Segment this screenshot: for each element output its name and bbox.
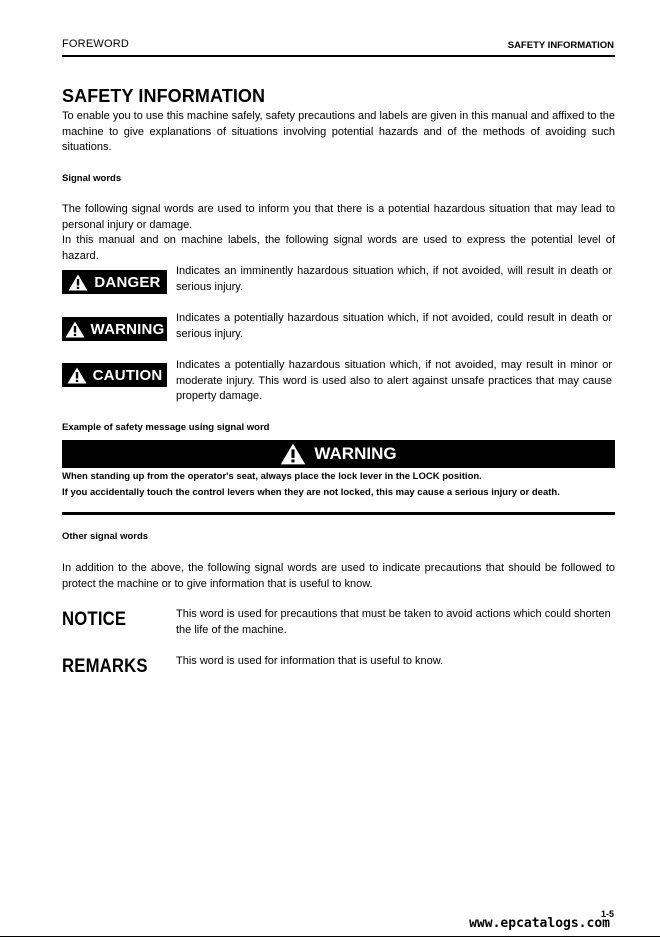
page-bottom-edge (0, 936, 660, 937)
warning-triangle-icon (65, 321, 85, 338)
warning-triangle-icon (68, 274, 88, 291)
other-signal-words-paragraph: In addition to the above, the following signal words are used to indicate precautions that should be followed to protect the machine or to give information that is useful to know. (62, 562, 615, 590)
watermark-url: www.epcatalogs.com (469, 916, 610, 931)
page-number: 1-5 (600, 909, 614, 919)
header-divider (62, 55, 615, 57)
danger-description: Indicates an imminently hazardous situation which, if not avoided, will result in death or serious injury. (176, 265, 612, 293)
caution-description: Indicates a potentially hazardous situation which, if not avoided, may result in minor or moderate injury. This word is used also to alert against unsafe practices that may cause property damage. (176, 359, 612, 402)
caution-label-text: CAUTION (92, 366, 163, 384)
header-chapter-label: SAFETY INFORMATION (507, 40, 614, 51)
danger-label (62, 270, 167, 294)
example-bottom-rule (62, 512, 615, 515)
example-line-1: When standing up from the operator's seat, always place the lock lever in the LOCK position. (62, 471, 482, 482)
warning-label-text: WARNING (90, 320, 165, 338)
header-section-label: FOREWORD (62, 38, 129, 50)
example-line-2: If you accidentally touch the control levers when they are not locked, this may cause a serious injury or death. (62, 486, 560, 498)
warning-triangle-icon (67, 367, 87, 384)
intro-paragraph: To enable you to use this machine safely, safety precautions and labels are given in this manual and affixed to the machine to give explanations of situations involving potential hazards and of the methods of avoiding such situations. (62, 110, 615, 153)
remarks-description: This word is used for information that is useful to know. (176, 655, 444, 667)
danger-label-text: DANGER (94, 273, 161, 291)
signal-words-paragraph-2: In this manual and on machine labels, the following signal words are used to express the potential level of hazard. (62, 234, 615, 262)
example-warning-banner-text: WARNING (314, 444, 397, 463)
signal-words-paragraph-1: The following signal words are used to inform you that there is a potential hazardous situation that may lead to personal injury or damage. (62, 203, 615, 231)
notice-description: This word is used for precautions that must be taken to avoid actions which could shorten the life of the machine. (176, 608, 611, 636)
example-warning-banner (62, 440, 615, 468)
other-signal-words-heading: Other signal words (62, 531, 149, 542)
signal-words-heading: Signal words (62, 173, 122, 184)
warning-description: Indicates a potentially hazardous situation which, if not avoided, could result in death or serious injury. (176, 312, 612, 340)
warning-label (62, 317, 167, 341)
example-warning-message (62, 440, 615, 515)
warning-triangle-icon (280, 443, 306, 465)
notice-label: NOTICE (62, 609, 127, 630)
page-title: SAFETY INFORMATION (62, 86, 266, 106)
caution-label (62, 363, 167, 387)
example-heading: Example of safety message using signal word (62, 422, 270, 433)
remarks-label: REMARKS (62, 656, 148, 677)
